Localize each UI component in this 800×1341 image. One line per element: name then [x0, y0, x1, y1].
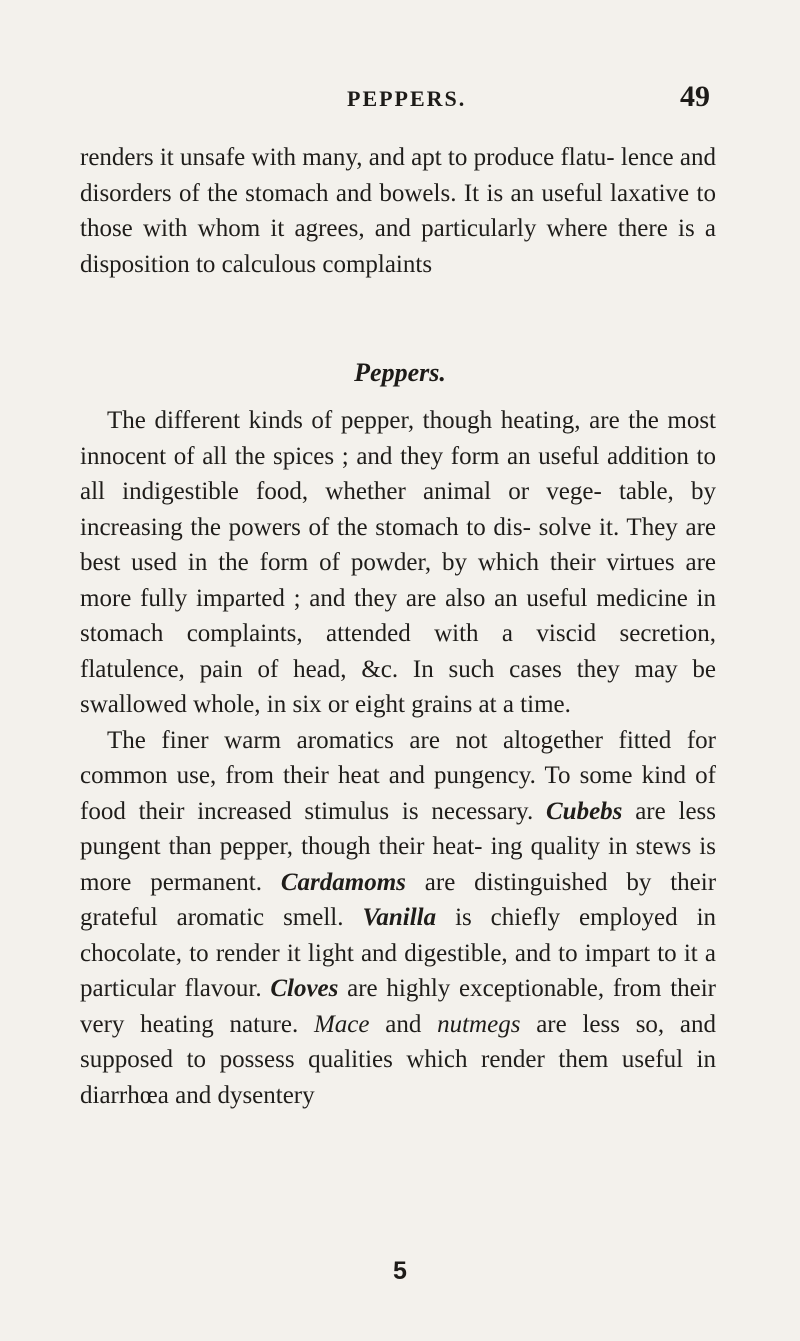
main-text-block — [80, 403, 716, 1113]
aromatics-text-1: The finer warm aromatics are not altogether fitted for common use, from their heat and pungency. To some kind of food their increased stimulus is necessary. — [80, 726, 716, 825]
page-header — [0, 80, 800, 120]
running-head: PEPPERS. — [347, 86, 467, 111]
peppers-paragraph: The different kinds of pepper, though heating, are the most innocent of all the spices ; and they form an useful addition to all indigestible food, whether animal or vege- table, by increasing the powers of the stomach to dis- solve it. They are best used in the form of powder, by which their virtues are more fully imparted ; and they are also an useful medicine in stomach complaints, attended with a viscid secretion, flatulence, pain of head, &c. In such cases they may be swallowed whole, in six or eight grains at a time. — [80, 407, 716, 718]
section-heading: Peppers. — [354, 358, 446, 387]
nutmegs-term: nutmegs — [437, 1010, 521, 1038]
aromatics-text-3: are distinguished by their grateful aromatic smell. — [80, 868, 717, 931]
cardamoms-term: Cardamoms — [280, 868, 406, 896]
aromatics-text-4: is chiefly employed in chocolate, to render it light and digestible, and to impart to it a particular flavour. — [80, 904, 717, 1002]
aromatics-text-6: are less so, and supposed to possess qualities which render them useful in diarrhœa and dysentery — [80, 1010, 717, 1109]
cubebs-term: Cubebs — [546, 797, 623, 825]
aromatics-text-2: are less pungent than pepper, though their heat- ing quality in stews is more permanent. — [80, 797, 717, 896]
intro-paragraph-block — [80, 140, 716, 282]
aromatics-paragraph — [80, 723, 716, 1114]
mace-term: Mace — [313, 1010, 370, 1038]
page-number: 49 — [680, 80, 710, 113]
aromatics-text-5: are highly exceptionable, from their very heating nature. — [80, 975, 717, 1038]
intro-paragraph: renders it unsafe with many, and apt to produce flatu- lence and disorders of the stomach and bowels. It is an useful laxative to those with whom it agrees, and particularly where there is a disposition to calculous complaints — [80, 144, 716, 278]
vanilla-term: Vanilla — [362, 904, 437, 931]
signature-mark: 5 — [393, 1257, 407, 1285]
and-word: and — [385, 1010, 422, 1038]
cloves-term: Cloves — [270, 975, 339, 1002]
